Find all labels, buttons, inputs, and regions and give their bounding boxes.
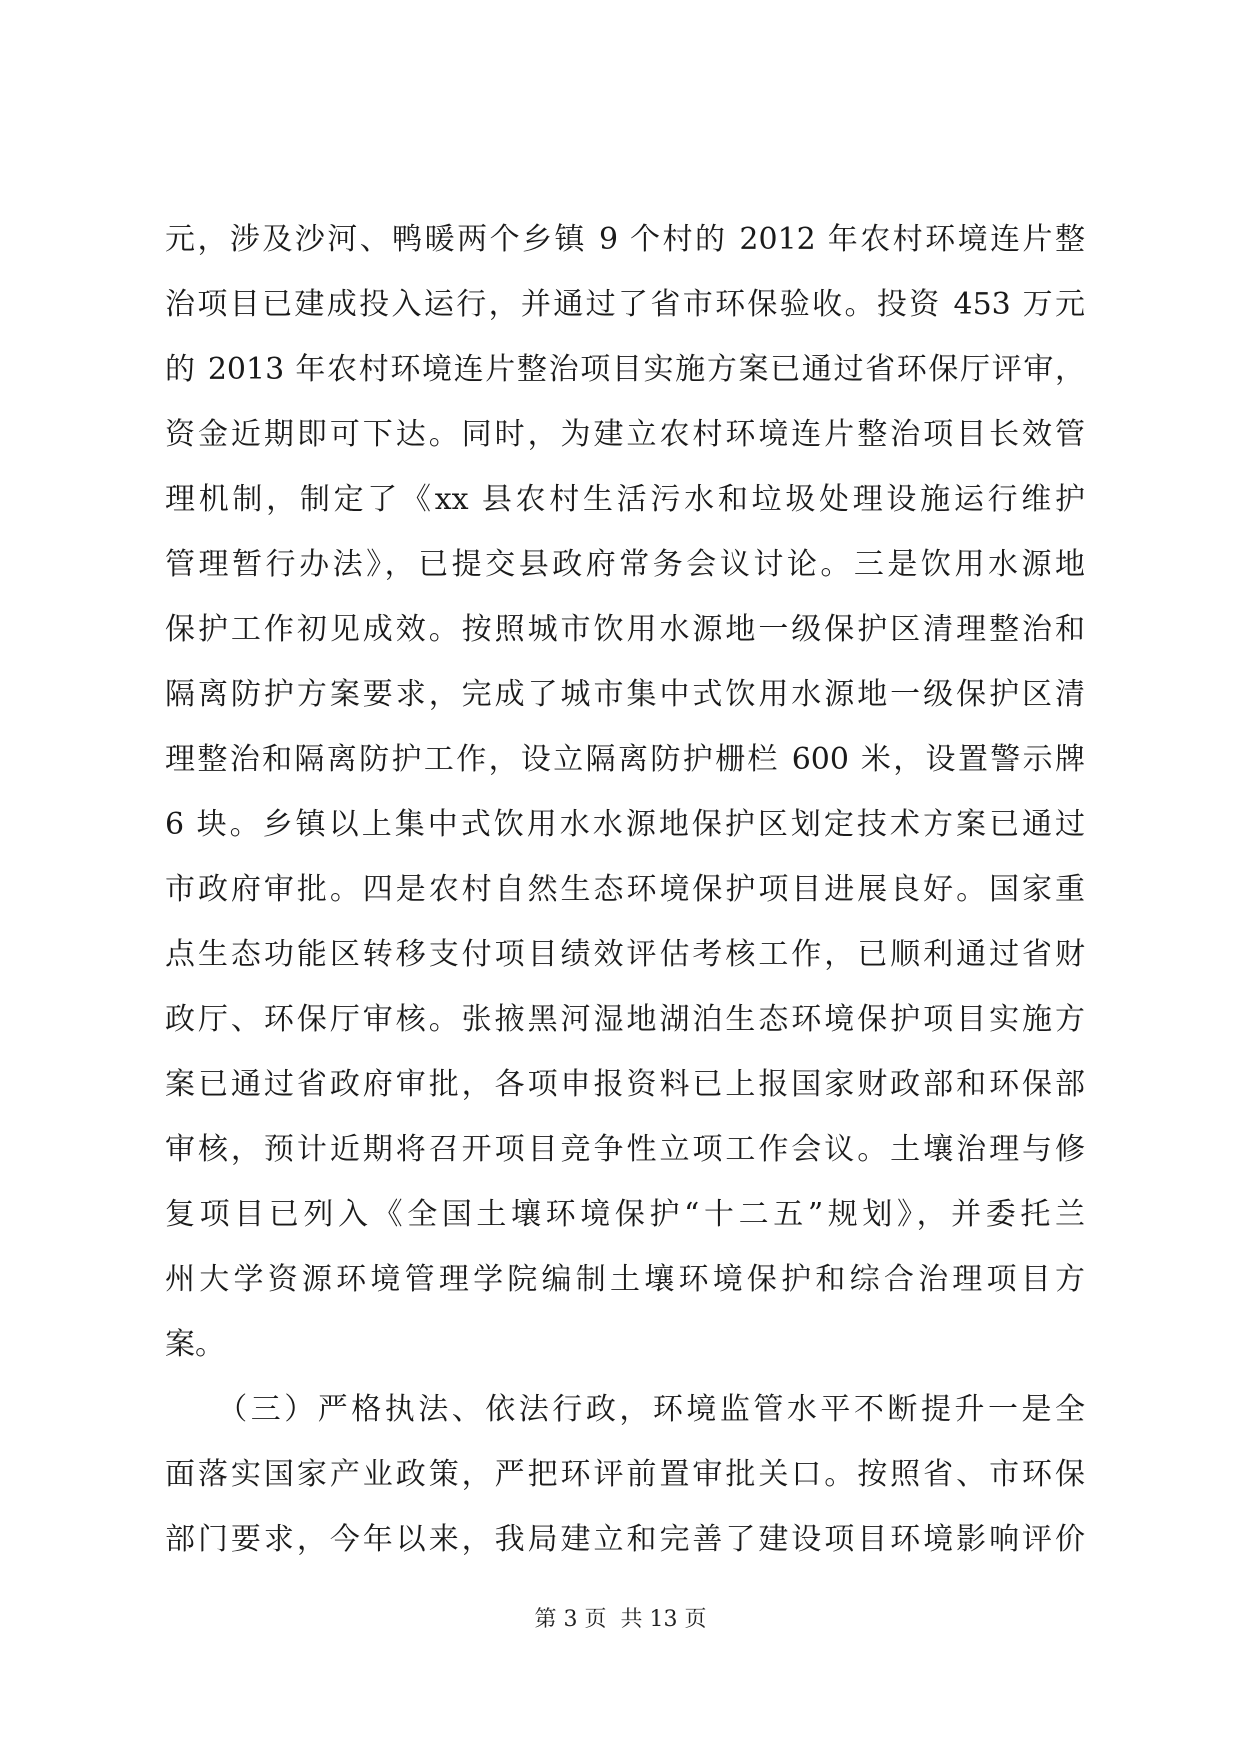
text-line: 保护工作初见成效。按照城市饮用水源地一级保护区清理整治和 [165, 612, 1085, 647]
text-line: 州大学资源环境管理学院编制土壤环境保护和综合治理项目方 [165, 1262, 1085, 1297]
text-line: 资金近期即可下达。同时，为建立农村环境连片整治项目长效管 [165, 417, 1085, 452]
text-line: 的 2013 年农村环境连片整治项目实施方案已通过省环保厅评审， [165, 352, 1085, 387]
text-line: 隔离防护方案要求，完成了城市集中式饮用水源地一级保护区清 [165, 677, 1085, 712]
page-number: 第 3 页 共 13 页 [534, 1607, 707, 1632]
text-line: 管理暂行办法》，已提交县政府常务会议讨论。三是饮用水源地 [165, 547, 1085, 582]
text-line: 点生态功能区转移支付项目绩效评估考核工作，已顺利通过省财 [165, 937, 1085, 972]
text-line: 治项目已建成投入运行，并通过了省市环保验收。投资 453 万元 [165, 287, 1085, 322]
text-line: 复项目已列入《全国土壤环境保护“十二五”规划》，并委托兰 [165, 1197, 1085, 1232]
text-line: 政厅、环保厅审核。张掖黑河湿地湖泊生态环境保护项目实施方 [165, 1002, 1085, 1037]
body-text [165, 207, 1085, 1572]
text-line: 元，涉及沙河、鸭暖两个乡镇 9 个村的 2012 年农村环境连片整 [165, 222, 1085, 257]
text-line: 理整治和隔离防护工作，设立隔离防护栅栏 600 米，设置警示牌 [165, 742, 1085, 777]
text-line: 6 块。乡镇以上集中式饮用水水源地保护区划定技术方案已通过 [165, 807, 1085, 842]
text-line: 案。 [165, 1327, 225, 1362]
text-line: 案已通过省政府审批，各项申报资料已上报国家财政部和环保部 [165, 1067, 1085, 1102]
text-line: 理机制，制定了《xx 县农村生活污水和垃圾处理设施运行维护 [165, 482, 1085, 517]
text-line: 市政府审批。四是农村自然生态环境保护项目进展良好。国家重 [165, 872, 1085, 907]
text-line: 审核，预计近期将召开项目竞争性立项工作会议。土壤治理与修 [165, 1132, 1085, 1167]
text-line: 面落实国家产业政策，严把环评前置审批关口。按照省、市环保 [165, 1457, 1085, 1492]
text-line: 部门要求，今年以来，我局建立和完善了建设项目环境影响评价 [165, 1522, 1085, 1557]
text-line: （三）严格执法、依法行政，环境监管水平不断提升一是全 [165, 1392, 1085, 1427]
